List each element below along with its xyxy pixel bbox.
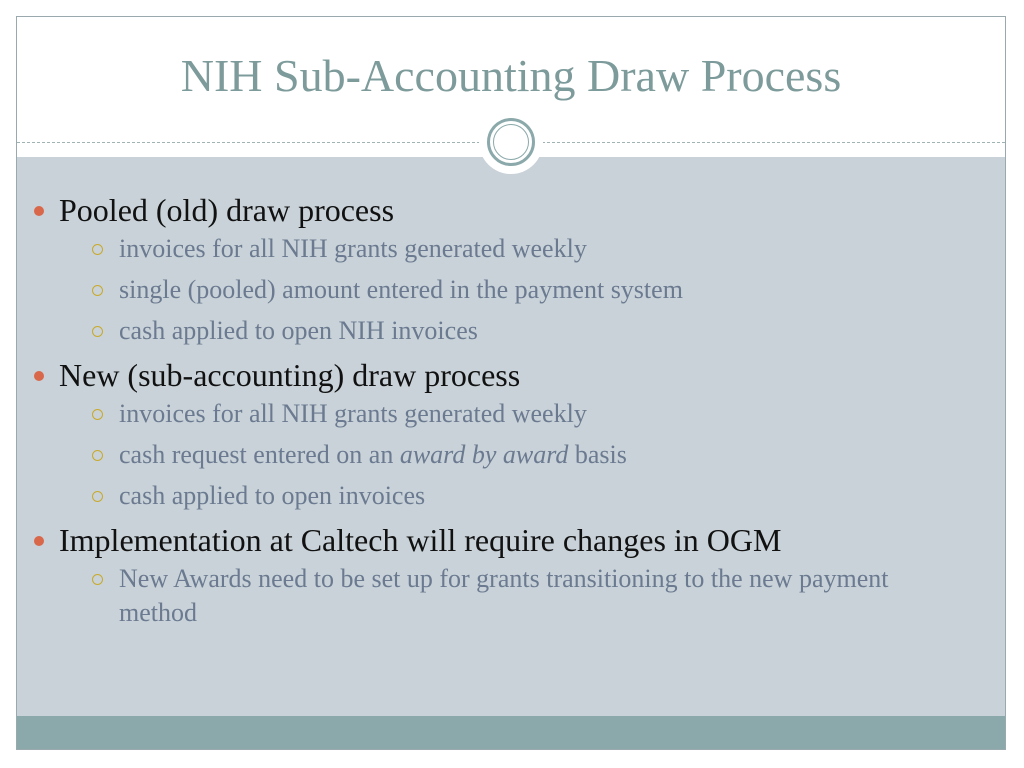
sub-bullet-text: cash applied to open invoices [119, 481, 426, 510]
ornament-inner-ring-icon [493, 124, 529, 160]
sub-bullet [59, 438, 950, 472]
bullet-dot-icon [34, 206, 44, 216]
sub-bullet [59, 232, 950, 266]
bullet-list [30, 190, 950, 637]
bullet-text: Implementation at Caltech will require changes in OGM [59, 522, 782, 558]
sub-bullet-list [59, 397, 950, 513]
bullet-implementation [30, 520, 950, 630]
sub-bullet-ring-icon [92, 450, 103, 461]
bullet-pooled-process [30, 190, 950, 348]
sub-bullet-text: invoices for all NIH grants generated weekly [119, 234, 587, 263]
bullet-dot-icon [34, 371, 44, 381]
sub-bullet [59, 562, 950, 630]
sub-bullet-ring-icon [92, 574, 103, 585]
sub-bullet-ring-icon [92, 409, 103, 420]
sub-bullet-text: invoices for all NIH grants generated weekly [119, 399, 587, 428]
sub-bullet-ring-icon [92, 491, 103, 502]
bullet-new-process [30, 355, 950, 513]
sub-bullet-list [59, 232, 950, 348]
footer-band [17, 716, 1005, 750]
sub-bullet [59, 479, 950, 513]
sub-bullet-text: cash applied to open NIH invoices [119, 316, 478, 345]
bullet-text: Pooled (old) draw process [59, 192, 395, 228]
sub-bullet-text: single (pooled) amount entered in the payment system [119, 275, 683, 304]
sub-bullet-ring-icon [92, 285, 103, 296]
bullet-dot-icon [34, 536, 44, 546]
sub-bullet-ring-icon [92, 326, 103, 337]
bullet-text: New (sub-accounting) draw process [59, 357, 521, 393]
sub-bullet [59, 314, 950, 348]
sub-bullet [59, 273, 950, 307]
sub-bullet [59, 397, 950, 431]
sub-bullet-text-after: basis [568, 440, 627, 469]
sub-bullet-text-before: cash request entered on an [119, 440, 400, 469]
sub-bullet-ring-icon [92, 244, 103, 255]
sub-bullet-text-emphasis: award by award [399, 440, 569, 469]
sub-bullet-list [59, 562, 950, 630]
slide-title: NIH Sub-Accounting Draw Process [180, 50, 842, 101]
sub-bullet-text: New Awards need to be set up for grants transitioning to the new payment method [119, 564, 889, 627]
